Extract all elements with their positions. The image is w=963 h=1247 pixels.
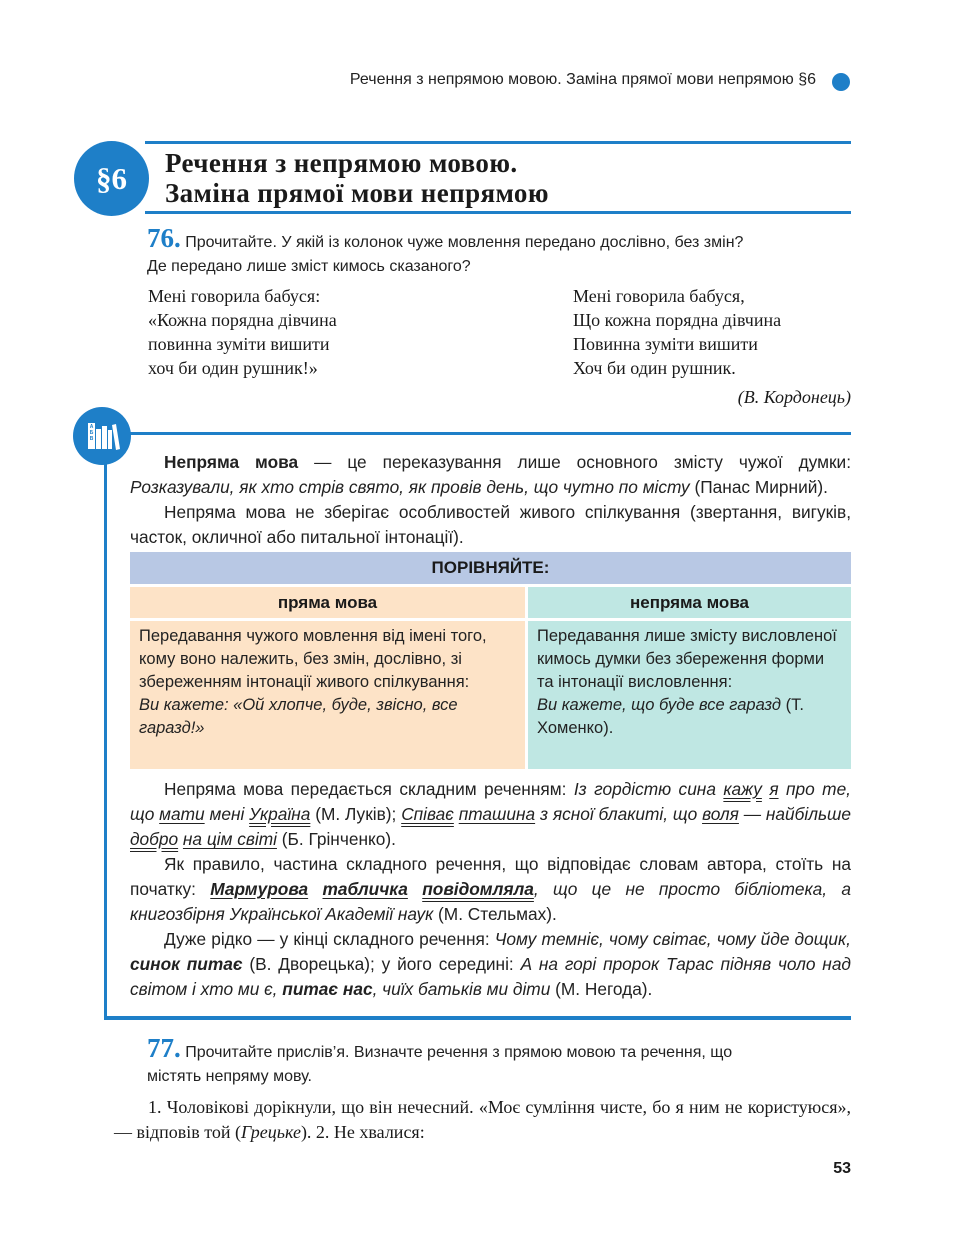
indirect-speech-text: Передавання лише змісту висловленої кимось думки без збереження форми та інтонації висловлення:: [537, 627, 837, 691]
running-header: Речення з непрямою мовою. Заміна прямої мови непрямою §6: [349, 71, 816, 88]
exercise-77: [147, 1033, 857, 1089]
p5-author-words: питає нас: [282, 979, 373, 999]
p5-source: (В. Дворецька); у його середині:: [242, 954, 521, 974]
term: Непряма мова: [164, 452, 299, 472]
p3-subject: пташина: [458, 804, 536, 824]
p3-subject: я: [769, 779, 779, 799]
page-number: 53: [833, 1160, 851, 1177]
p4-attribute: Мармурова: [210, 879, 309, 899]
p5-example-text: Чому темніє, чому світає, чому йде дощик,: [494, 929, 851, 949]
svg-text:А: А: [89, 424, 94, 430]
exercise-76: [147, 223, 857, 279]
indirect-speech-cell: [528, 621, 851, 769]
svg-text:Б: Б: [89, 430, 94, 436]
ex77-origin: Грецьке: [241, 1122, 301, 1142]
rule-box-left-border: [104, 432, 107, 1020]
p3-example-text: про те, що: [130, 779, 851, 824]
poem-right-column: Мені говорила бабуся, Що кожна порядна дівчина Повинна зуміти вишити Хоч би один рушник.: [573, 286, 782, 378]
p3-subject: воля: [702, 804, 739, 824]
section-title-line2: Заміна прямої мови непрямою: [165, 178, 549, 208]
p3-intro: Непряма мова передається складним реченням:: [164, 779, 574, 799]
p3-example-text: — найбільше: [738, 804, 851, 824]
direct-speech-text: Передавання чужого мовлення від імені того, кому воно належить, без змін, дослівно, зі збереженням інтонації живого спілкування:: [139, 627, 487, 691]
exercise-task-line2: Де передано лише зміст кимось сказаного?: [147, 258, 471, 275]
p3-predicate: Україна: [249, 804, 311, 824]
p3-example-text: мені: [204, 804, 250, 824]
p4-predicate: повідомляла: [422, 879, 534, 899]
ex77-text: 1. Чоловікові дорікнули, що він нечесний. «Моє сумління чисте, бо я ним не користуюся»,— відповів той (: [114, 1097, 851, 1142]
p4-subject: табличка: [322, 879, 408, 899]
poem-left-column: Мені говорила бабуся: «Кожна порядна дівчина повинна зуміти вишити хоч би один рушник!»: [148, 286, 337, 378]
definition-text: — це переказування лише основного змісту чужої думки:: [298, 452, 851, 472]
indirect-speech-source: (Т. Хоменко).: [537, 696, 804, 737]
exercise-number: 77.: [147, 1033, 181, 1063]
p5-example-text: А на горі пророк Тарас підняв чоло над світом і хто ми є,: [130, 954, 851, 999]
exercise-task-line2: містять непряму мову.: [147, 1068, 312, 1085]
p3-predicate: Співає: [401, 804, 454, 824]
indirect-speech-example: Ви кажете, що буде все гаразд: [537, 696, 782, 714]
title-rule-bottom: [145, 211, 851, 214]
p4-intro: Як правило, частина складного речення, що відповідає словам автора, стоїть на початку:: [130, 854, 851, 899]
definition-source: (Панас Мирний).: [689, 477, 828, 497]
section-title-line1: Речення з непрямою мовою.: [165, 148, 518, 178]
header-dot-icon: [832, 73, 850, 91]
p4-space: [308, 879, 322, 899]
p5-example-text: , чиїх батьків ми діти: [372, 979, 551, 999]
p5-intro: Дуже рідко — у кінці складного речення:: [164, 929, 495, 949]
p3-predicate: кажу: [723, 779, 762, 799]
rule-box-bottom-border: [104, 1016, 851, 1020]
p4-space: [408, 879, 422, 899]
p5-author-words: синок питає: [130, 954, 243, 974]
section-badge: §6: [74, 141, 149, 216]
rule-paragraph-3: [130, 777, 851, 852]
books-icon: [73, 407, 131, 465]
rule-box-top-border: [104, 432, 851, 435]
exercise-number: 76.: [147, 223, 181, 253]
p3-adverbial: на цім світі: [182, 829, 277, 849]
rule-definition: [130, 450, 851, 550]
exercise-77-body: [114, 1095, 851, 1145]
rule-examples: [130, 777, 851, 1002]
p4-source: (М. Стельмах).: [433, 904, 557, 924]
direct-speech-cell: [130, 621, 525, 769]
exercise-task-line1: Прочитайте прислів’я. Визначте речення з прямою мовою та речення, що: [185, 1044, 733, 1061]
ex77-text: ). 2. Не хвалися:: [300, 1122, 425, 1142]
p3-source: (Б. Грінченко).: [276, 829, 396, 849]
indirect-speech-heading: непряма мова: [528, 587, 851, 618]
compare-heading: ПОРІВНЯЙТЕ:: [130, 552, 851, 584]
svg-text:В: В: [89, 436, 94, 442]
p3-subject: мати: [159, 804, 205, 824]
p5-source: (М. Негода).: [550, 979, 653, 999]
p3-source: (М. Луків);: [310, 804, 402, 824]
rule-paragraph-4: [130, 852, 851, 927]
definition-example: Розказували, як хто стрів свято, як провів день, що чутно по місту: [130, 477, 690, 497]
p3-predicate: добро: [130, 829, 179, 849]
title-rule-top: [145, 141, 851, 144]
exercise-task-line1: Прочитайте. У якій із колонок чуже мовлення передано дослівно, без змін?: [185, 234, 744, 251]
direct-speech-example: Ви кажете: «Ой хлопче, буде, звісно, все гаразд!»: [139, 696, 458, 737]
section-title: [165, 148, 549, 208]
rule-paragraph-5: [130, 927, 851, 1002]
p3-example-text: Із гордістю сина: [573, 779, 724, 799]
direct-speech-heading: пряма мова: [130, 587, 525, 618]
rule-paragraph-2: Непряма мова не зберігає особливостей живого спілкування (звертання, вигуків, часток, окличної або питальної інтонації).: [130, 502, 851, 547]
p3-example-text: з ясної блакиті, що: [535, 804, 703, 824]
poem-author: (В. Кордонець): [737, 387, 851, 407]
p4-example-text: , що це не просто бібліотека, а книгозбірня Української Академії наук: [130, 879, 851, 924]
